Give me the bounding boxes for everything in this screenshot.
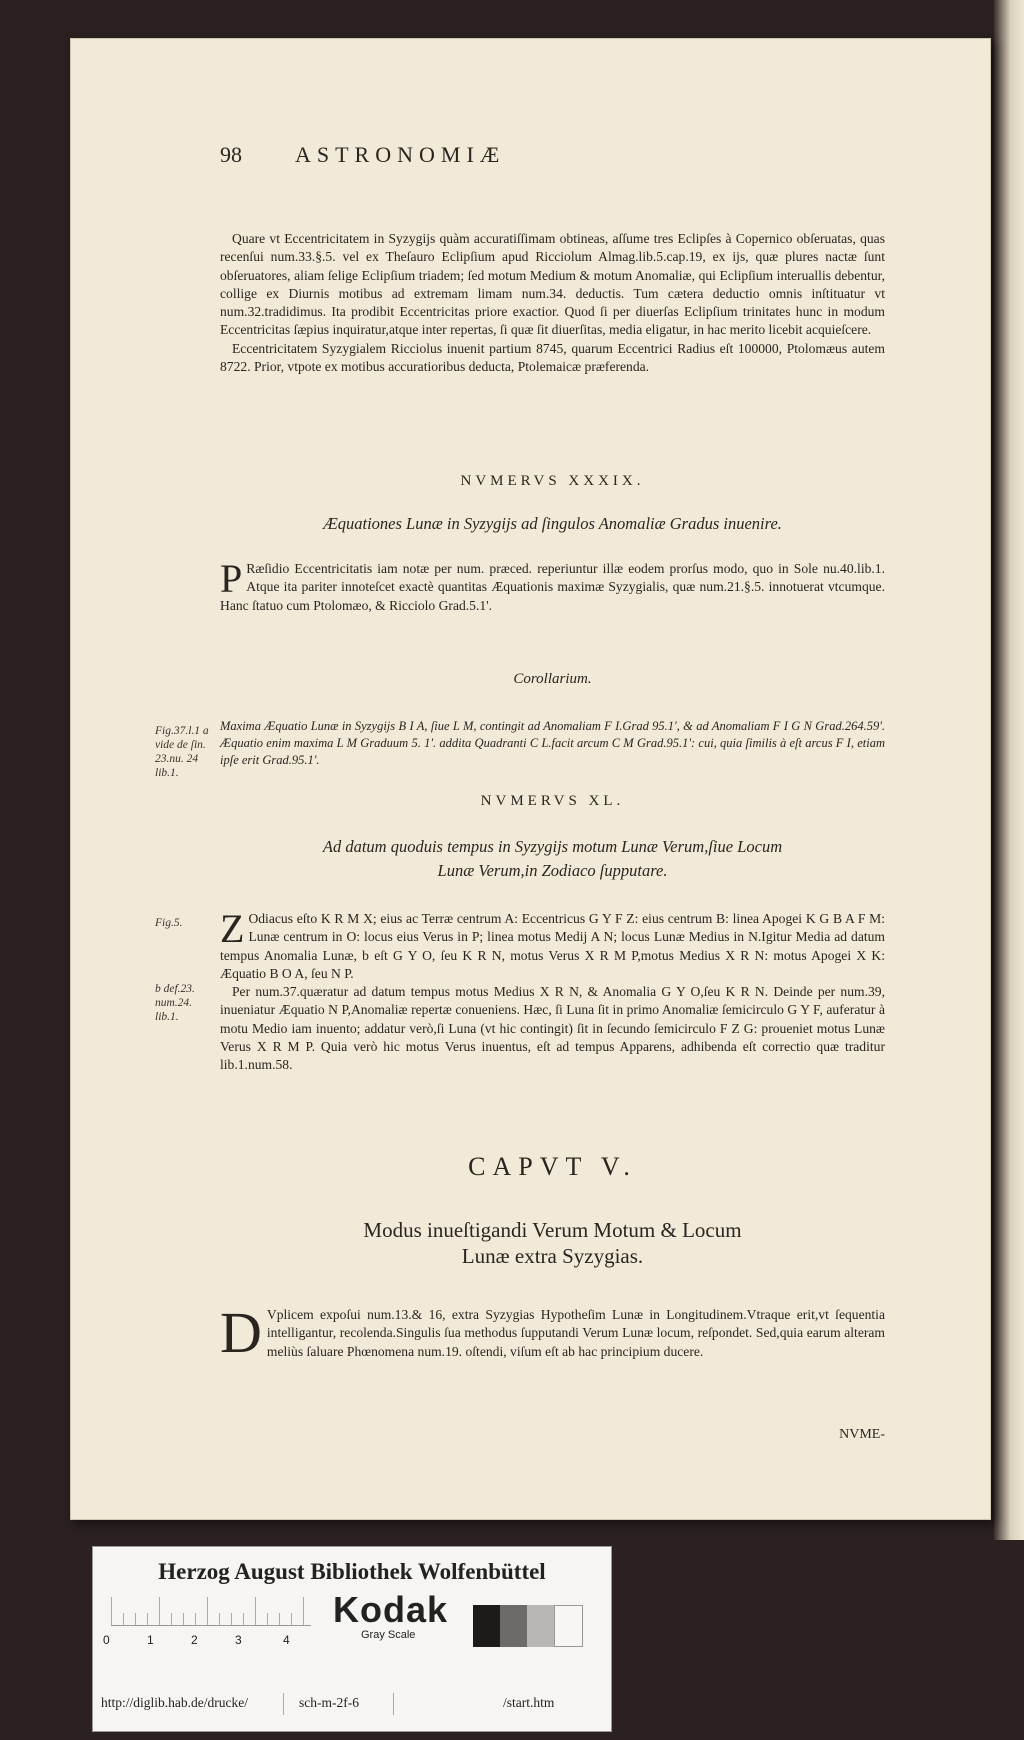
numerus-40-title-line1: Ad datum quoduis tempus in Syzygijs motum Lunæ Verum,ſiue Locum — [322, 837, 783, 856]
scale-number: 2 — [191, 1633, 198, 1647]
intro-text — [220, 230, 885, 376]
numerus-40-text — [220, 906, 885, 1075]
catchword: NVME- — [839, 1427, 885, 1442]
numerus-40-paragraph: Odiacus eſto K R M X; eius ac Terræ centrum A: Eccentricus G Y F Z: eius centrum B: linea Apogei K G B A F M: Lunæ centrum in O: locus eius Verus in P; linea motus Medij A N; locus Lunæ Medius in N.Igitur Media ad datum tempus Anomalia Lunæ, b eſt G Y O, ſeu K R N, motus Verus X R M P,motus Medius X R N: motus Apogei X K: Æquatio B O A, ſeu N P. — [220, 911, 885, 981]
card-urls — [93, 1687, 611, 1717]
numerus-39-paragraph: Ræſidio Eccentricitatis iam notæ per num. præced. reperiuntur illæ eodem prorſus modo, quo in Sole nu.40.lib.1. Atque ita pariter innoteſcet exactè quantitas Æquationis maximæ Syzygialis, quæ num.21.§.5. innotuerat vtcumque. Hanc ſtatuo cum Ptolomæo, & Ricciolo Grad.5.1'. — [220, 561, 885, 613]
gray-scale-label: Gray Scale — [361, 1629, 416, 1641]
margin-note-fig: Fig.5. — [155, 917, 183, 929]
chapter-paragraph: Vplicem expoſui num.13.& 16, extra Syzygias Hypotheſim Lunæ in Longitudinem.Vtraque erit,vt ſequentia intelligantur, recolenda.Singulis ſua methodus ſupputandi Verum Lunæ locum, reſpondet. Sed,quia earum alteram meliùs ſaluare Phœnomena num.19. oſtendi, viſum eſt ab hac principium ducere. — [266, 1307, 885, 1359]
library-card — [92, 1546, 612, 1732]
page-number: 98 — [220, 142, 242, 167]
numerus-39-text — [220, 556, 885, 615]
running-title: ASTRONOMIÆ — [295, 142, 506, 167]
kodak-logo: Kodak — [333, 1589, 449, 1630]
dropcap: P — [220, 556, 243, 601]
library-name: Herzog August Bibliothek Wolfenbüttel — [158, 1559, 546, 1584]
backdrop-edge — [994, 0, 1024, 1540]
dropcap: Z — [220, 906, 245, 951]
gray-swatches — [473, 1605, 583, 1647]
running-head — [220, 142, 885, 176]
scale-number: 0 — [103, 1633, 110, 1647]
scale-number: 3 — [235, 1633, 242, 1647]
numerus-39-title: Æquationes Lunæ in Syzygijs ad ſingulos Anomaliæ Gradus inuenire. — [323, 514, 782, 533]
start-page-text: /start.htm — [503, 1695, 555, 1710]
margin-note: Fig.37.l.1 a vide de ſin. 23.nu. 24 lib.1. — [155, 725, 209, 779]
url-text: http://diglib.hab.de/drucke/ — [101, 1695, 248, 1710]
scale-number: 1 — [147, 1633, 154, 1647]
numerus-40-title-line2: Lunæ Verum,in Zodiaco ſupputare. — [437, 861, 668, 880]
ruler-scale — [111, 1597, 311, 1626]
margin-note-def: b def.23. num.24. lib.1. — [155, 983, 195, 1023]
chapter-subtitle-line2: Lunæ extra Syzygias. — [461, 1244, 644, 1268]
intro-paragraph: Quare vt Eccentricitatem in Syzygijs quàm accuratiſſimam obtineas, aſſume tres Eclipſes à Copernico obſeruatas, quas recenſui num.33.§.5. vel ex Theſauro Eclipſium apud Ricciolum Almag.lib.5.cap.19, ex ijs, quæ plures nactæ ſunt obſeruatores, aliam ſelige Eclipſium triadem; ſed motum Medium & motum Anomaliæ, qui Eclipſium interuallis debentur, collige ex Diurnis motibus ad extremam limam num.34. deductis. Tum cætera deductio omnis inſtituatur vt num.32.tradidimus. Ita prodibit Eccentricitas priore exactior. Quod ſi per diuerſas Eclipſium trinitates hunc in modum Eccentricitas ſæpius inquiratur,atque inter repertas, ſi quæ ſit diuerſitas, media eligatur, in hac merito licebit acquieſcere. — [220, 231, 885, 338]
signature-text: sch-m-2f-6 — [299, 1695, 359, 1710]
chapter-subtitle-line1: Modus inueſtigandi Verum Motum & Locum — [363, 1218, 742, 1242]
scale-number: 4 — [283, 1633, 290, 1647]
chapter-heading: CAPVT V. — [468, 1152, 637, 1181]
book-page — [70, 38, 991, 1520]
intro-paragraph: Eccentricitatem Syzygialem Ricciolus inuenit partium 8745, quarum Eccentrici Radius eſt 100000, Ptolomæus autem 8722. Prior, vtpote ex motibus accuratioribus deducta, Ptolemaicæ præferenda. — [220, 340, 885, 375]
chapter-text — [220, 1300, 885, 1365]
numerus-39-heading: NVMERVS XXXIX. — [460, 473, 645, 489]
corollary-text: Maxima Æquatio Lunæ in Syzygijs B I A, ſiue L M, contingit ad Anomaliam F I.Grad 95.1', & ad Anomaliam F I G N Grad.264.59'. Æquatio enim maxima L M Graduum 5. 1'. addita Quadranti C L.facit arcum C M Grad.95.1': cui, quia ſimilis à eſt arcus F I, etiam ipſe erit Grad.95.1'. — [220, 719, 885, 767]
corollary-title: Corollarium. — [513, 671, 592, 687]
numerus-40-heading: NVMERVS XL. — [480, 793, 625, 809]
dropcap: D — [220, 1300, 262, 1365]
numerus-40-paragraph: Per num.37.quæratur ad datum tempus motus Medius X R N, & Anomalia G Y O,ſeu K R N. Deinde per num.39, inueniatur Æquatio N P,Anomaliæ repertæ conueniens. Hæc, ſi Luna ſit in primo Anomaliæ ſemicirculo G Y F, auferatur à motu Medio iam inuento; addatur verò,ſi Luna (vt hic contingit) ſit in ſecundo ſemicirculo F Z G: proueniet motus Lunæ Verus X R M P. Quia verò hic motus Verus inuentus, eſt ad tempus Apparens, adhibenda eſt correctio quæ traditur lib.1.num.58. — [220, 984, 885, 1073]
